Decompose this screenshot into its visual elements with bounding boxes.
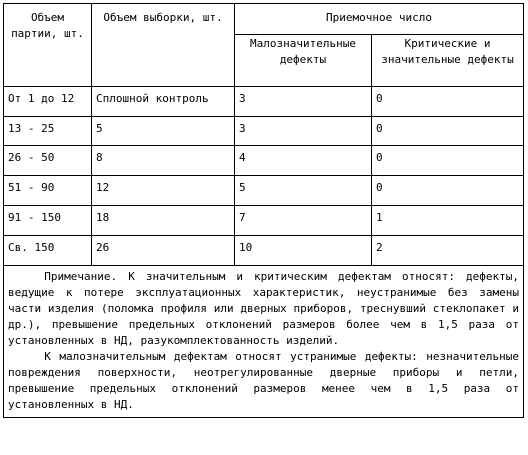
cell-minor: 3 xyxy=(235,117,372,146)
cell-lot: От 1 до 12 xyxy=(4,87,92,117)
cell-lot: Св. 150 xyxy=(4,236,92,266)
cell-lot: 91 - 150 xyxy=(4,206,92,236)
table-row xyxy=(4,117,524,146)
note-paragraph-1: Примечание. К значительным и критическим дефектам относят: дефекты, ведущие к потере эксплуатационных характеристик, неустранимые без замены части изделия (поломка профиля или дверных приборов, треснувший стеклопакет и др.), превышение предельных отклонений размеров более чем в 1,5 раза от установленных в НД, разукомплектованность изделий. xyxy=(8,270,519,347)
acceptance-table xyxy=(3,3,524,418)
cell-minor: 3 xyxy=(235,87,372,117)
header-acceptance-number: Приемочное число xyxy=(235,4,524,35)
cell-lot: 26 - 50 xyxy=(4,146,92,176)
cell-sample: 5 xyxy=(92,117,235,146)
table-row xyxy=(4,146,524,176)
cell-minor: 4 xyxy=(235,146,372,176)
note-section xyxy=(4,266,524,418)
cell-critical: 2 xyxy=(372,236,524,266)
table-row xyxy=(4,87,524,117)
cell-sample: 8 xyxy=(92,146,235,176)
header-minor-defects: Малозначительные дефекты xyxy=(235,35,372,87)
table-row xyxy=(4,176,524,206)
cell-minor: 7 xyxy=(235,206,372,236)
cell-critical: 1 xyxy=(372,206,524,236)
header-critical-major-defects: Критические и значительные дефекты xyxy=(372,35,524,87)
header-sample-size: Объем выборки, шт. xyxy=(92,4,235,87)
cell-critical: 0 xyxy=(372,117,524,146)
cell-critical: 0 xyxy=(372,146,524,176)
header-lot-size: Объем партии, шт. xyxy=(4,4,92,87)
note-paragraph-2: К малозначительным дефектам относят устранимые дефекты: незначительные повреждения поверхности, неотрегулированные дверные приборы и петли, превышение предельных отклонений размеров менее чем в 1,5 раза от установленных в НД. xyxy=(8,350,519,411)
cell-sample: 18 xyxy=(92,206,235,236)
cell-minor: 5 xyxy=(235,176,372,206)
cell-sample: 26 xyxy=(92,236,235,266)
cell-lot: 13 - 25 xyxy=(4,117,92,146)
cell-critical: 0 xyxy=(372,87,524,117)
cell-critical: 0 xyxy=(372,176,524,206)
cell-minor: 10 xyxy=(235,236,372,266)
cell-lot: 51 - 90 xyxy=(4,176,92,206)
table-row xyxy=(4,236,524,266)
cell-sample: 12 xyxy=(92,176,235,206)
table-row xyxy=(4,206,524,236)
cell-sample: Сплошной контроль xyxy=(92,87,235,117)
